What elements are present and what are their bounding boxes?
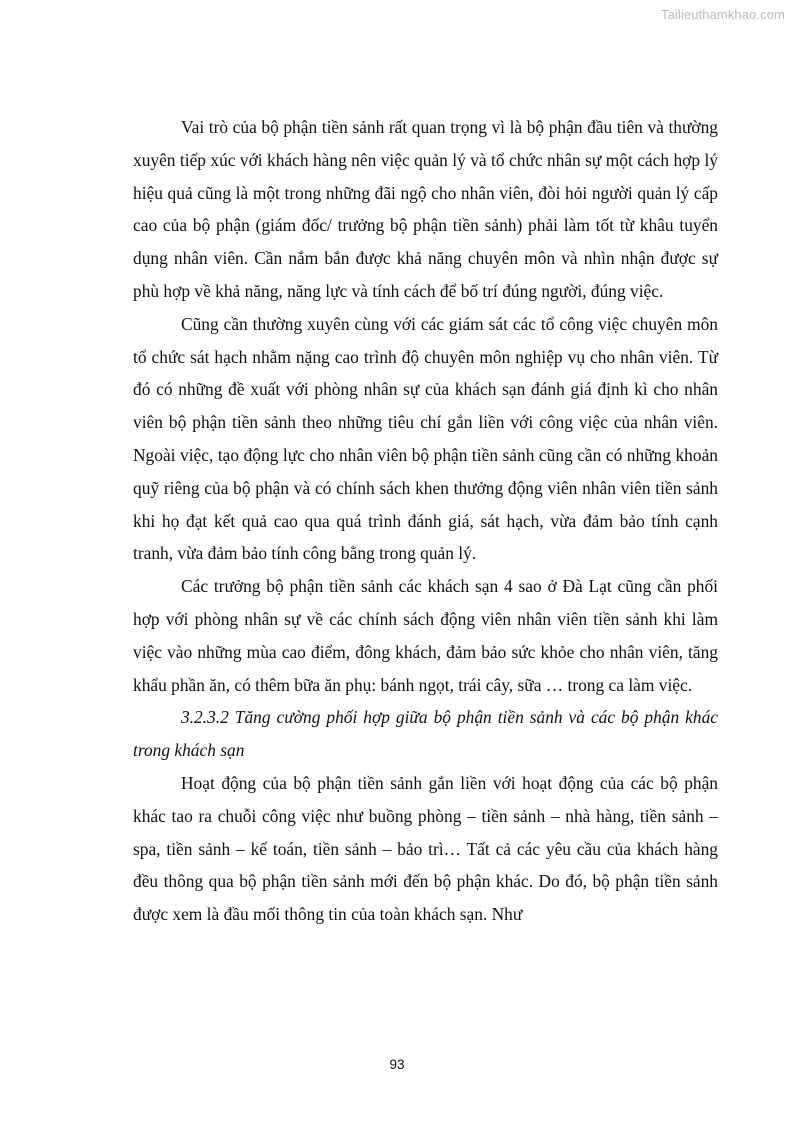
paragraph-department-coordination: Hoạt động của bộ phận tiền sảnh gắn liền với hoạt động của các bộ phận khác tao ra chuỗi công việc như buồng phòng – tiền sảnh – nhà hàng, tiền sảnh – spa, tiền sảnh – kế toán, tiền sảnh – bảo trì… Tất cả các yêu cầu của khách hàng đều thông qua bộ phận tiền sảnh mới đến bộ phận khác. Do đó, bộ phận tiền sảnh được xem là đầu mối thông tin của toàn khách sạn. Như: [133, 772, 718, 925]
page-number: 93: [389, 1057, 405, 1072]
paragraph-supervision-evaluation: Cũng cần thường xuyên cùng với các giám sát các tổ công việc chuyên môn tổ chức sát hạch nhằm nặng cao trình độ chuyên môn nghiệp vụ cho nhân viên. Từ đó có những đề xuất với phòng nhân sự của khách sạn đánh giá định kì cho nhân viên bộ phận tiền sảnh theo những tiêu chí gắn liền với công việc của nhân viên. Ngoài việc, tạo động lực cho nhân viên bộ phận tiền sảnh cũng cần có những khoản quỹ riêng của bộ phận và có chính sách khen thưởng động viên nhân viên tiền sảnh khi họ đạt kết quả cao qua quá trình đánh giá, sát hạch, vừa đảm bảo tính cạnh tranh, vừa đảm bảo tính công bằng trong quản lý.: [133, 313, 718, 564]
document-body: [133, 111, 718, 931]
section-heading: 3.2.3.2 Tăng cường phối hợp giữa bộ phận tiền sảnh và các bộ phận khác trong khách sạn: [133, 707, 718, 761]
paragraph-hr-coordination: Các trưởng bộ phận tiền sảnh các khách sạn 4 sao ở Đà Lạt cũng cần phối hợp với phòng nhân sự về các chính sách động viên nhân viên tiền sảnh khi làm việc vào những mùa cao điểm, đông khách, đảm bảo sức khỏe cho nhân viên, tăng khẩu phần ăn, có thêm bữa ăn phụ: bánh ngọt, trái cây, sữa … trong ca làm việc.: [133, 576, 718, 695]
watermark-text: Tailieuthamkhao.com: [660, 7, 785, 22]
paragraph-front-desk-role: Vai trò của bộ phận tiền sảnh rất quan trọng vì là bộ phận đầu tiên và thường xuyên tiếp xúc với khách hàng nên việc quản lý và tổ chức nhân sự một cách hợp lý hiệu quả cũng là một trong những đãi ngộ cho nhân viên, đòi hỏi người quản lý cấp cao của bộ phận (giám đốc/ trưởng bộ phận tiền sảnh) phải làm tốt từ khâu tuyển dụng nhân viên. Cần nắm bắn được khả năng chuyên môn và nhìn nhận được sự phù hợp về khả năng, năng lực và tính cách để bố trí đúng người, đúng việc.: [133, 117, 718, 301]
